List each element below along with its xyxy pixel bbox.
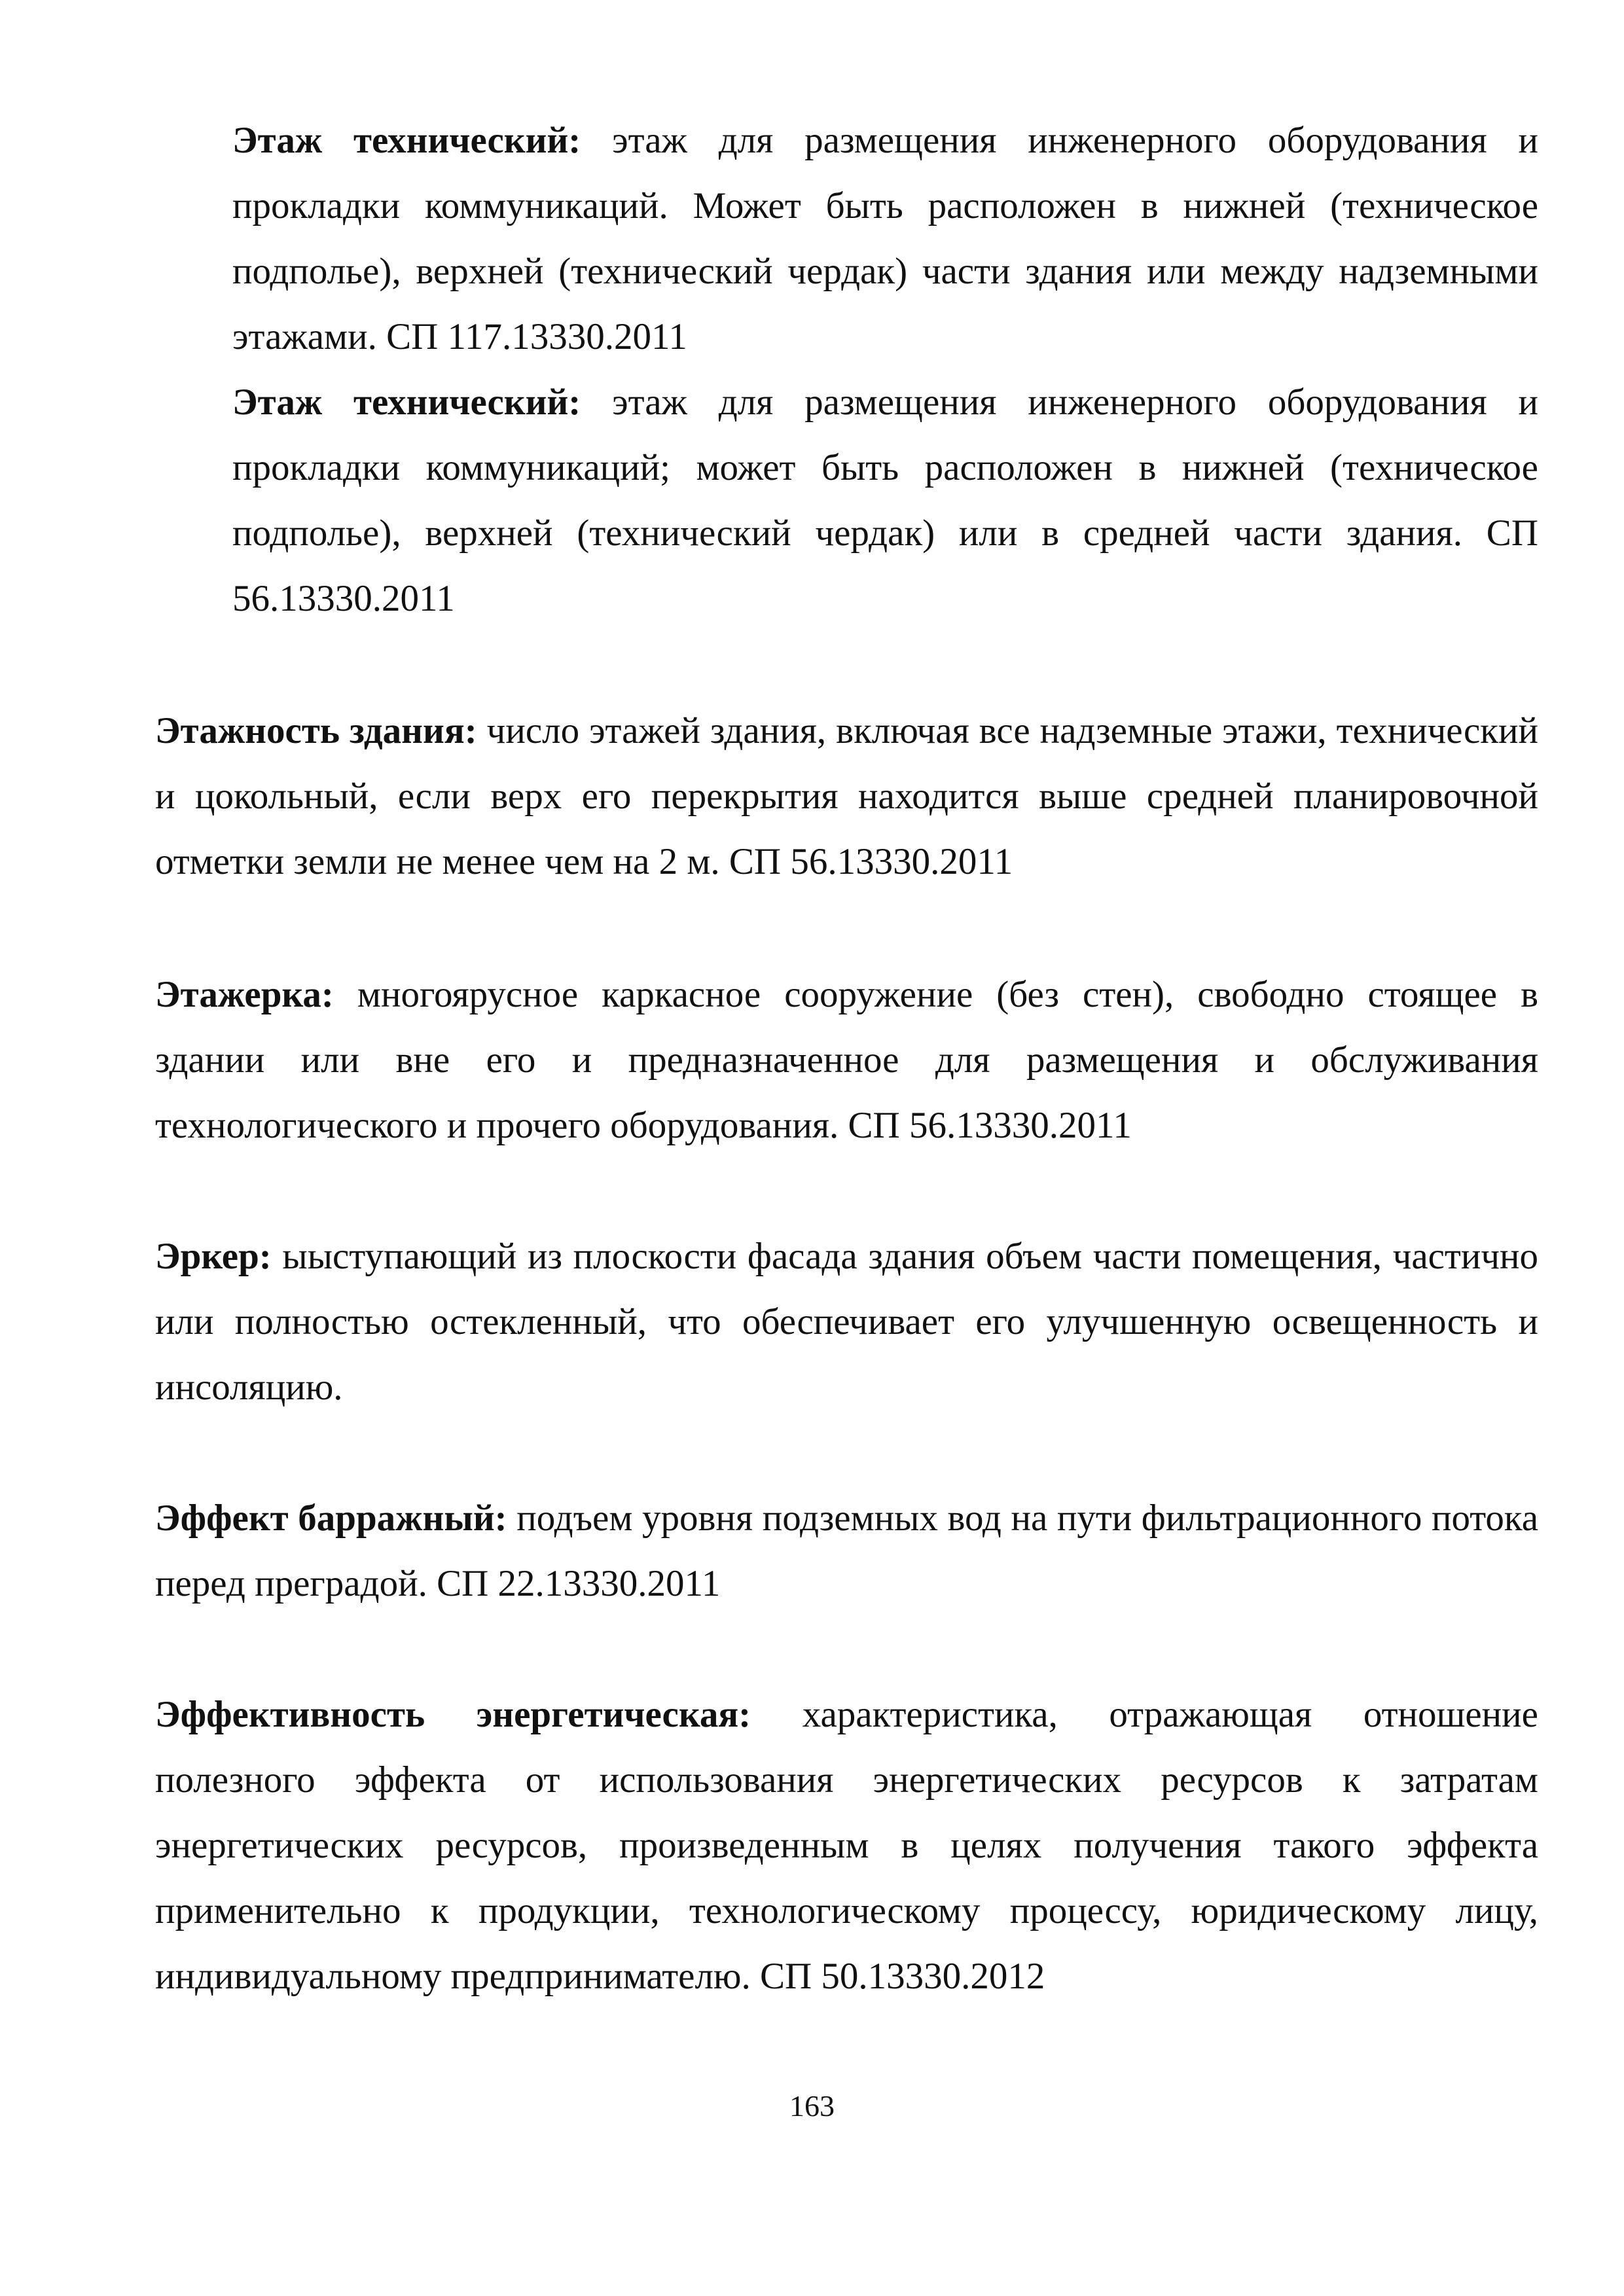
glossary-entry [232,108,1538,370]
glossary-entry [155,1486,1538,1617]
glossary-entry [155,1224,1538,1420]
page-number: 163 [789,2089,835,2123]
entry-definition: этаж для размещения инженерного оборудования и прокладки коммуникаций; может быть расположен в нижней (техническое подполье), верхней (технический чердак) или в средней части здания. СП 56.13330.2011 [232,382,1538,619]
entry-term: Эффективность энергетическая: [155,1694,751,1735]
entry-definition: этаж для размещения инженерного оборудования и прокладки коммуникаций. Может быть расположен в нижней (техническое подполье), верхней (технический чердак) части здания или между надземными этажами. СП 117.13330.2011 [232,120,1538,357]
entry-term: Эффект барражный: [155,1498,507,1539]
glossary-entry [155,962,1538,1158]
entry-definition: характеристика, отражающая отношение полезного эффекта от использования энергетических ресурсов к затратам энергетических ресурсов, произведенным в целях получения такого эффекта применительно к продукции, технологическому процессу, юридическому лицу, индивидуальному предпринимателю. СП 50.13330.2012 [155,1694,1538,1997]
entry-term: Этаж технический: [232,382,581,423]
entry-definition: подъем уровня подземных вод на пути фильтрационного потока перед преградой. СП 22.13330.2011 [155,1498,1538,1604]
entry-definition: число этажей здания, включая все надземные этажи, технический и цокольный, если верх его перекрытия находится выше средней планировочной отметки земли не менее чем на 2 м. СП 56.13330.2011 [155,710,1539,882]
glossary-entry [155,698,1538,895]
entry-term: Этаж технический: [232,120,581,161]
entry-definition: ыыступающий из плоскости фасада здания объем части помещения, частично или полностью остекленный, что обеспечивает его улучшенную освещенность и инсоляцию. [155,1236,1538,1408]
entry-term: Этажерка: [155,974,334,1015]
entry-definition: многоярусное каркасное сооружение (без стен), свободно стоящее в здании или вне его и предназначенное для размещения и обслуживания технологического и прочего оборудования. СП 56.13330.2011 [155,974,1538,1146]
glossary-entry [155,1682,1538,2009]
entry-term: Эркер: [155,1236,272,1277]
glossary-entry [232,370,1538,632]
entry-term: Этажность здания: [155,710,477,751]
